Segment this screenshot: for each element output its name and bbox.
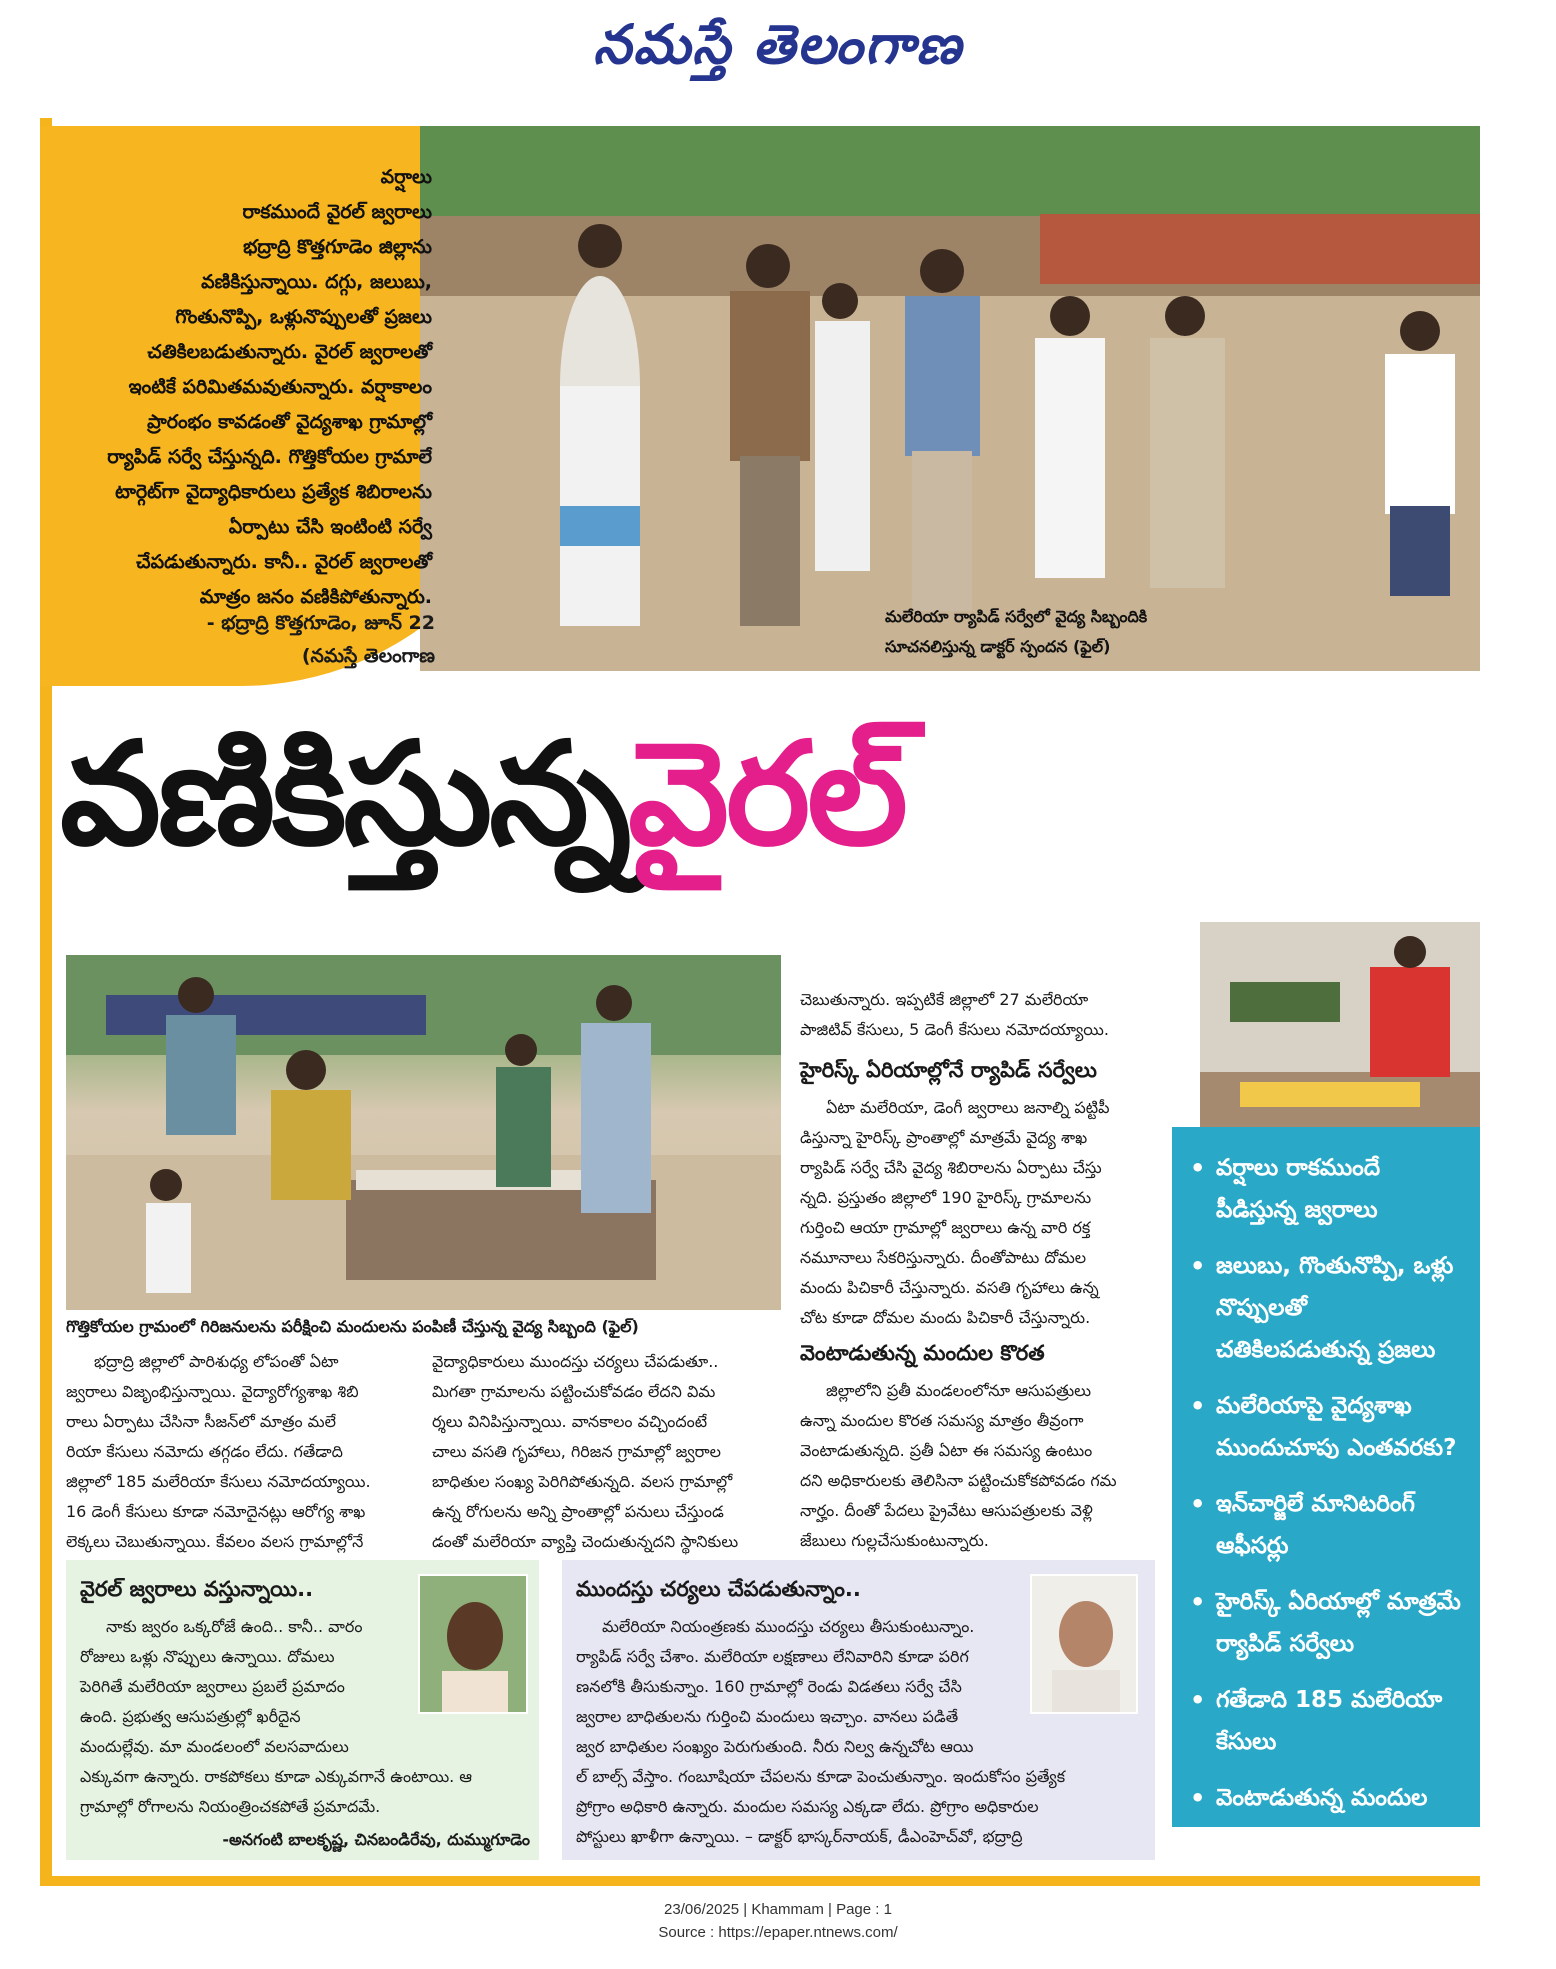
intro-line: చతికిలబడుతున్నారు. వైరల్ జ్వరాలతో [147, 341, 432, 363]
quote-line: జ్వర బాధితుల సంఖ్యం పెరుగుతుంది. నీరు నిల్వ ఉన్నచోట ఆయి [576, 1737, 974, 1756]
mid-photo-caption: గొత్తికోయల గ్రామంలో గిరిజనులను పరీక్షించి మందులను పంపిణీ చేస్తున్న వైద్య సిబ్బంది (ఫైల్) [66, 1317, 639, 1336]
bullet-icon: • [1190, 1252, 1206, 1280]
highlight-text: వెంటాడుతున్న మందుల కొరత సమస్య [1216, 1785, 1428, 1853]
article-line: ఏటా మలేరియా, డెంగీ జ్వరాలు జనాల్ని పట్టిపీ [826, 1098, 1110, 1117]
quote-line: ఎక్కువగా ఉన్నారు. రాకపోకలు కూడా ఎక్కువగానే ఉంటాయి. ఆ [80, 1767, 473, 1786]
article-column-2 [432, 1347, 782, 1557]
intro-line: ఏర్పాటు చేసి ఇంటింటి సర్వే [228, 516, 432, 538]
caption-line: సూచనలిస్తున్న డాక్టర్ స్పందన (ఫైల్) [885, 637, 1111, 656]
intro-line: ఇంటికే పరిమితమవుతున్నారు. వర్షాకాలం [128, 376, 432, 398]
quote-line: పెరిగితే మలేరియా జ్వరాలు ప్రబలే ప్రమాదం [80, 1677, 345, 1696]
article-line: జేబులు గుల్లచేసుకుంటున్నారు. [800, 1531, 989, 1550]
quote-line: పోస్టులు ఖాళీగా ఉన్నాయి. – డాక్టర్ భాస్కర్‌నాయక్, డీఎంహెచ్‌వో, భద్రాద్రి [576, 1827, 1023, 1846]
intro-dateline [90, 607, 435, 673]
intro-line: ప్రారంభం కావడంతో వైద్యశాఖ గ్రామాల్లో [147, 411, 432, 433]
page-frame-bottom [40, 1876, 1480, 1886]
article-line: జిల్లాలో 185 మలేరియా కేసులు నమోదయ్యాయి. [66, 1472, 371, 1491]
article-line: ర్శలు వినిపిస్తున్నాయి. వానకాలం వచ్చిందంటే [432, 1412, 708, 1431]
intro-line: వణికిస్తున్నాయి. దగ్గు, జలుబు, [201, 271, 432, 293]
highlight-item [1190, 1245, 1466, 1371]
quote-line: ర్యాపిడ్ సర్వే చేశాం. మలేరియా లక్షణాలు లేనివారిని కూడా పరిగ [576, 1647, 969, 1666]
intro-line: భద్రాద్రి కొత్తగూడెం జిల్లాను [243, 236, 432, 258]
article-line: చాలు వసతి గృహాలు, గిరిజన గ్రామాల్లో జ్వరాల [432, 1442, 722, 1461]
article-line: 16 డెంగీ కేసులు కూడా నమోదైనట్లు ఆరోగ్య శాఖ [66, 1502, 366, 1521]
bullet-icon: • [1190, 1588, 1206, 1616]
article-line: వెంటాడుతున్నది. ప్రతీ ఏటా ఈ సమస్య ఉంటుం [800, 1441, 1093, 1460]
bullet-icon: • [1190, 1392, 1206, 1420]
right-photo [1200, 922, 1480, 1127]
quote-line: రోజులు ఒళ్లు నొప్పులు ఉన్నాయి. దోమలు [80, 1647, 335, 1666]
headline-part-pink: వైరల్ [628, 712, 905, 877]
mid-photo-illustration [66, 955, 781, 1310]
quote-line: మలేరియా నియంత్రణకు ముందస్తు చర్యలు తీసుకుంటున్నాం. [602, 1617, 975, 1636]
highlight-text: ఇన్‌చార్జిలే మానిటరింగ్ ఆఫీసర్లు [1216, 1491, 1415, 1559]
article-line: చెబుతున్నారు. ఇప్పటికే జిల్లాలో 27 మలేరియా [800, 990, 1089, 1009]
highlight-item [1190, 1679, 1466, 1763]
quote-line: నాకు జ్వరం ఒక్కరోజే ఉంది.. కానీ.. వారం [106, 1617, 363, 1636]
masthead-logo: నమస్తే తెలంగాణ [593, 12, 963, 76]
highlight-item [1190, 1581, 1466, 1665]
top-photo-caption [885, 602, 1305, 662]
highlight-item [1190, 1483, 1466, 1567]
article-line: ఉన్న రోగులను అన్ని ప్రాంతాల్లో పనులు చేస్తుండ [432, 1502, 724, 1521]
bullet-icon: • [1190, 1686, 1206, 1714]
quote-box-resident [66, 1560, 539, 1860]
highlight-item [1190, 1147, 1466, 1231]
quote-text [576, 1612, 1142, 1852]
intro-line: వర్షాలు [380, 166, 432, 188]
main-headline [60, 700, 905, 890]
quote-text [80, 1612, 530, 1822]
quote-line: ఉంది. ప్రభుత్వ ఆసుపత్రుల్లో ఖరీదైన [80, 1707, 301, 1726]
intro-line: గొంతునొప్పి, ఒళ్లునొప్పులతో ప్రజలు [175, 306, 432, 328]
quote-line: ణనలోకి తీసుకున్నాం. 160 గ్రామాల్లో రెండు విడతలు సర్వే చేసి [576, 1677, 962, 1696]
quote-line: గ్రామాల్లో రోగాలను నియంత్రించకపోతే ప్రమాదమే. [80, 1797, 381, 1816]
quote-line: జ్వరాల బాధితులను గుర్తించి మందులు ఇచ్చాం. వానలు పడితే [576, 1707, 959, 1726]
subhead-highrisk: హైరిస్క్ ఏరియాల్లోనే ర్యాపిడ్ సర్వేలు [800, 1058, 1097, 1082]
footer-source-link[interactable]: Source : https://epaper.ntnews.com/ [658, 1924, 898, 1941]
quote-line: మందుల్లేవు. మా మండలంలో వలసవాదులు [80, 1737, 349, 1756]
article-line: మందు పిచికారీ చేస్తున్నారు. వసతి గృహాలు ఉన్న [800, 1278, 1099, 1297]
highlights-list [1172, 1127, 1480, 1861]
top-photo [420, 126, 1480, 671]
highlight-text: హైరిస్క్ ఏరియాల్లో మాత్రమే ర్యాపిడ్ సర్వేలు [1216, 1589, 1461, 1657]
article-line: గుర్తించి ఆయా గ్రామాల్లో జ్వరాలు ఉన్న వారి రక్త [800, 1218, 1091, 1237]
dateline: - భద్రాద్రి కొత్తగూడెం, జూన్ 22 [206, 612, 435, 634]
article-line: నార్హం. దీంతో పేదలు ప్రైవేటు ఆసుపత్రులకు వెళ్లి [800, 1501, 1093, 1520]
highlight-text: గతేడాది 185 మలేరియా కేసులు [1216, 1687, 1443, 1755]
intro-line: టార్గెట్‌గా వైద్యాధికారులు ప్రత్యేక శిబిరాలను [115, 481, 432, 503]
article-line: రాలు ఏర్పాటు చేసినా సీజన్‌లో మాత్రం మలే [66, 1412, 336, 1431]
article-line: చోట కూడా దోమల మందు పిచికారీ చేస్తున్నారు. [800, 1308, 1091, 1327]
article-line: జిల్లాలోని ప్రతీ మండలంలోనూ ఆసుపత్రులు [826, 1381, 1091, 1400]
quote-box-title: వైరల్ జ్వరాలు వస్తున్నాయి.. [80, 1577, 314, 1601]
article-line: ర్యాపిడ్ సర్వే చేసి వైద్య శిబిరాలను ఏర్పాటు చేస్తు [800, 1158, 1102, 1177]
highlight-text: మలేరియాపై వైద్యశాఖ ముందుచూపు ఎంతవరకు? [1216, 1393, 1457, 1461]
intro-line: మాత్రం జనం వణికిపోతున్నారు. [199, 586, 432, 608]
intro-line: చేపడుతున్నారు. కానీ.. వైరల్ జ్వరాలతో [136, 551, 432, 573]
article-line: లెక్కలు చెబుతున్నాయి. కేవలం వలస గ్రామాల్లోనే [66, 1532, 364, 1551]
highlight-item [1190, 1385, 1466, 1469]
article-column-3-mid [800, 1093, 1170, 1333]
bullet-icon: • [1190, 1490, 1206, 1518]
article-line: మిగతా గ్రామాలను పట్టించుకోవడం లేదని విమ [432, 1382, 716, 1401]
bullet-icon: • [1190, 1154, 1206, 1182]
intro-line: ర్యాపిడ్ సర్వే చేస్తున్నది. గొత్తికోయల గ్రామాలే [107, 446, 432, 468]
article-line: వైద్యాధికారులు ముందస్తు చర్యలు చేపడుతూ.. [432, 1352, 719, 1371]
article-line: రియా కేసులు నమోదు తగ్గడం లేదు. గతేడాది [66, 1442, 343, 1461]
article-line: న్నది. ప్రస్తుతం జిల్లాలో 190 హైరిస్క్ గ్రామాలను [800, 1188, 1092, 1207]
highlight-text: వర్షాలు రాకముందే పీడిస్తున్న జ్వరాలు [1216, 1155, 1381, 1223]
article-line: జ్వరాలు విజృంభిస్తున్నాయి. వైద్యారోగ్యశాఖ శిబి [66, 1382, 359, 1401]
dateline-source: (నమస్తే తెలంగాణ [301, 645, 435, 667]
caption-line: మలేరియా ర్యాపిడ్ సర్వేలో వైద్య సిబ్బందికి [885, 607, 1148, 626]
highlight-text: జలుబు, గొంతునొప్పి, ఒళ్లు నొప్పులతో చతికిలపడుతున్న ప్రజలు [1216, 1253, 1454, 1363]
intro-text [62, 160, 432, 615]
article-line: బాధితుల సంఖ్య పెరిగిపోతున్నది. వలస గ్రామాల్లో [432, 1472, 733, 1491]
article-line: డంతో మలేరియా వ్యాప్తి చెందుతున్నదని స్థానికులు [432, 1532, 739, 1551]
quote-line: ప్రోగ్రాం అధికారి ఉన్నారు. మందుల సమస్య ఎక్కడా లేదు. ప్రోగ్రాం అధికారుల [576, 1797, 1039, 1816]
article-line: భద్రాద్రి జిల్లాలో పారిశుధ్య లోపంతో ఏటా [94, 1352, 339, 1371]
quote-signature: -అనగంటి బాలకృష్ణ, చినబండిరేవు, దుమ్ముగూడెం [222, 1830, 530, 1849]
subhead-medicine-shortage: వెంటాడుతున్న మందుల కొరత [800, 1341, 1045, 1365]
top-photo-illustration [420, 126, 1480, 671]
headline-part-black: వణికిస్తున్న [60, 712, 629, 877]
article-line: దని అధికారులకు తెలిసినా పట్టించుకోకపోవడం గమ [800, 1471, 1117, 1490]
intro-line: రాకముందే వైరల్ జ్వరాలు [242, 201, 432, 223]
article-line: ఉన్నా మందుల కొరత సమస్య మాత్రం తీవ్రంగా [800, 1411, 1084, 1430]
highlight-item [1190, 1777, 1466, 1861]
article-line: డిస్తున్నా హైరిస్క్ ప్రాంతాల్లో మాత్రమే వైద్య శాఖ [800, 1128, 1088, 1147]
bullet-icon: • [1190, 1784, 1206, 1812]
article-line: నమూనాలు సేకరిస్తున్నారు. దీంతోపాటు దోమల [800, 1248, 1087, 1267]
quote-line: ల్ బాల్స్ వేస్తాం. గంబూషియా చేపలను కూడా పెంచుతున్నాం. ఇందుకోసం ప్రత్యేక [576, 1767, 1066, 1786]
article-line: పాజిటివ్ కేసులు, 5 డెంగీ కేసులు నమోదయ్యాయి. [800, 1020, 1109, 1039]
article-column-3-bottom [800, 1376, 1170, 1556]
article-column-3-top [800, 985, 1170, 1045]
mid-photo [66, 955, 781, 1310]
highlights-box [1172, 1127, 1480, 1853]
quote-box-officer [562, 1560, 1155, 1860]
footer-edition: 23/06/2025 | Khammam | Page : 1 [664, 1901, 892, 1918]
right-photo-illustration [1200, 922, 1480, 1127]
article-column-1 [66, 1347, 416, 1557]
page-footer [0, 1898, 1556, 1944]
quote-box-title: ముందస్తు చర్యలు చేపడుతున్నాం.. [576, 1577, 861, 1601]
